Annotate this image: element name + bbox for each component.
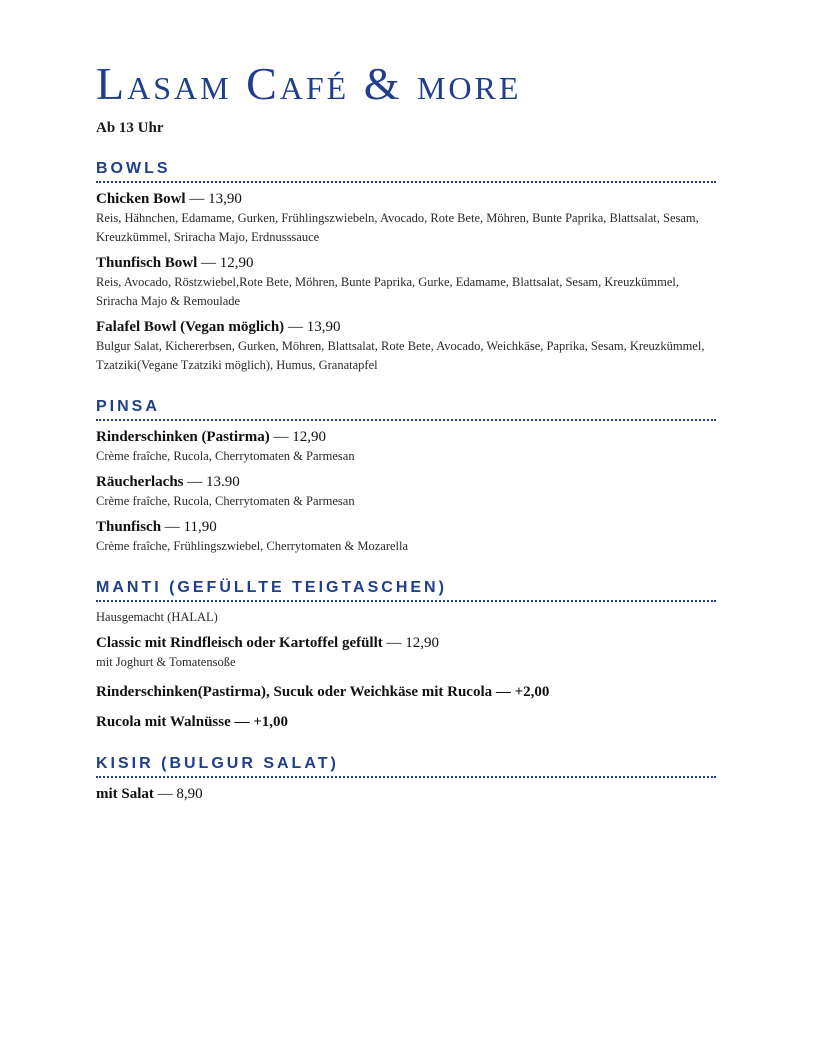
- item-description: mit Joghurt & Tomatensoße: [96, 655, 236, 669]
- item-title: [96, 517, 716, 537]
- item-price: — 8,90: [153, 786, 203, 802]
- item-price: — 13,90: [185, 191, 242, 207]
- item-price: — 12,90: [382, 635, 440, 651]
- item-title: [96, 189, 716, 209]
- item-name: Rinderschinken(Pastirma), Sucuk oder Weichkäse mit Rucola — +2,00: [96, 684, 550, 700]
- menu-item: [96, 317, 716, 375]
- item-title: [96, 682, 716, 702]
- item-title: [96, 712, 716, 732]
- item-price: — 12,90: [197, 255, 254, 271]
- opening-time: Ab 13 Uhr: [96, 120, 164, 136]
- item-name: Rinderschinken (Pastirma): [96, 429, 270, 445]
- item-description: Crème fraîche, Frühlingszwiebel, Cherrytomaten & Mozarella: [96, 539, 409, 553]
- section-kisir: [96, 754, 716, 804]
- menu-item: [96, 517, 716, 556]
- menu-item: [96, 633, 716, 672]
- section-manti: [96, 578, 716, 732]
- section-heading: PINSA: [96, 397, 716, 421]
- menu-item: [96, 712, 716, 732]
- item-name: mit Salat: [96, 786, 154, 802]
- item-title: [96, 427, 716, 447]
- menu-item: [96, 427, 716, 466]
- item-price: — 13.90: [183, 474, 240, 490]
- item-name: Falafel Bowl (Vegan möglich): [96, 319, 285, 335]
- item-name: Räucherlachs: [96, 474, 184, 490]
- item-name: Thunfisch: [96, 519, 162, 535]
- item-title: [96, 317, 716, 337]
- item-title: [96, 784, 716, 804]
- item-name: Rucola mit Walnüsse — +1,00: [96, 714, 289, 730]
- menu-item: [96, 682, 716, 702]
- section-note: Hausgemacht (HALAL): [96, 610, 218, 624]
- item-name: Classic mit Rindfleisch oder Kartoffel gefüllt: [96, 635, 383, 651]
- menu-item: [96, 253, 716, 311]
- section-heading: KISIR (BULGUR SALAT): [96, 754, 716, 778]
- item-name: Chicken Bowl: [96, 191, 186, 207]
- item-title: [96, 633, 716, 653]
- item-price: — 11,90: [161, 519, 217, 535]
- menu-item: [96, 784, 716, 804]
- item-price: — 12,90: [269, 429, 326, 445]
- item-title: [96, 253, 716, 273]
- section-bowls: [96, 159, 716, 375]
- page-title: Lasam Café & more: [96, 58, 522, 109]
- item-description: Crème fraîche, Rucola, Cherrytomaten & Parmesan: [96, 449, 355, 463]
- item-title: [96, 472, 716, 492]
- item-description: Crème fraîche, Rucola, Cherrytomaten & Parmesan: [96, 494, 355, 508]
- menu-item: [96, 189, 716, 247]
- item-description: Bulgur Salat, Kichererbsen, Gurken, Möhren, Blattsalat, Rote Bete, Avocado, Weichkäse, Paprika, Sesam, Kreuzkümmel, Tzatziki(Vegane Tzatziki möglich), Humus, Granatapfel: [96, 339, 705, 372]
- item-price: — 13,90: [284, 319, 341, 335]
- menu-item: [96, 472, 716, 511]
- item-description: Reis, Avocado, Röstzwiebel,Rote Bete, Möhren, Bunte Paprika, Gurke, Edamame, Blattsalat, Sesam, Kreuzkümmel, Sriracha Majo & Remoulade: [96, 275, 679, 308]
- item-name: Thunfisch Bowl: [96, 255, 198, 271]
- menu-page: [96, 60, 716, 804]
- section-pinsa: [96, 397, 716, 556]
- item-description: Reis, Hähnchen, Edamame, Gurken, Frühlingszwiebeln, Avocado, Rote Bete, Möhren, Bunte Paprika, Blattsalat, Sesam, Kreuzkümmel, Sriracha Majo, Erdnusssauce: [96, 211, 699, 244]
- section-heading: MANTI (GEFÜLLTE TEIGTASCHEN): [96, 578, 716, 602]
- section-heading: BOWLS: [96, 159, 716, 183]
